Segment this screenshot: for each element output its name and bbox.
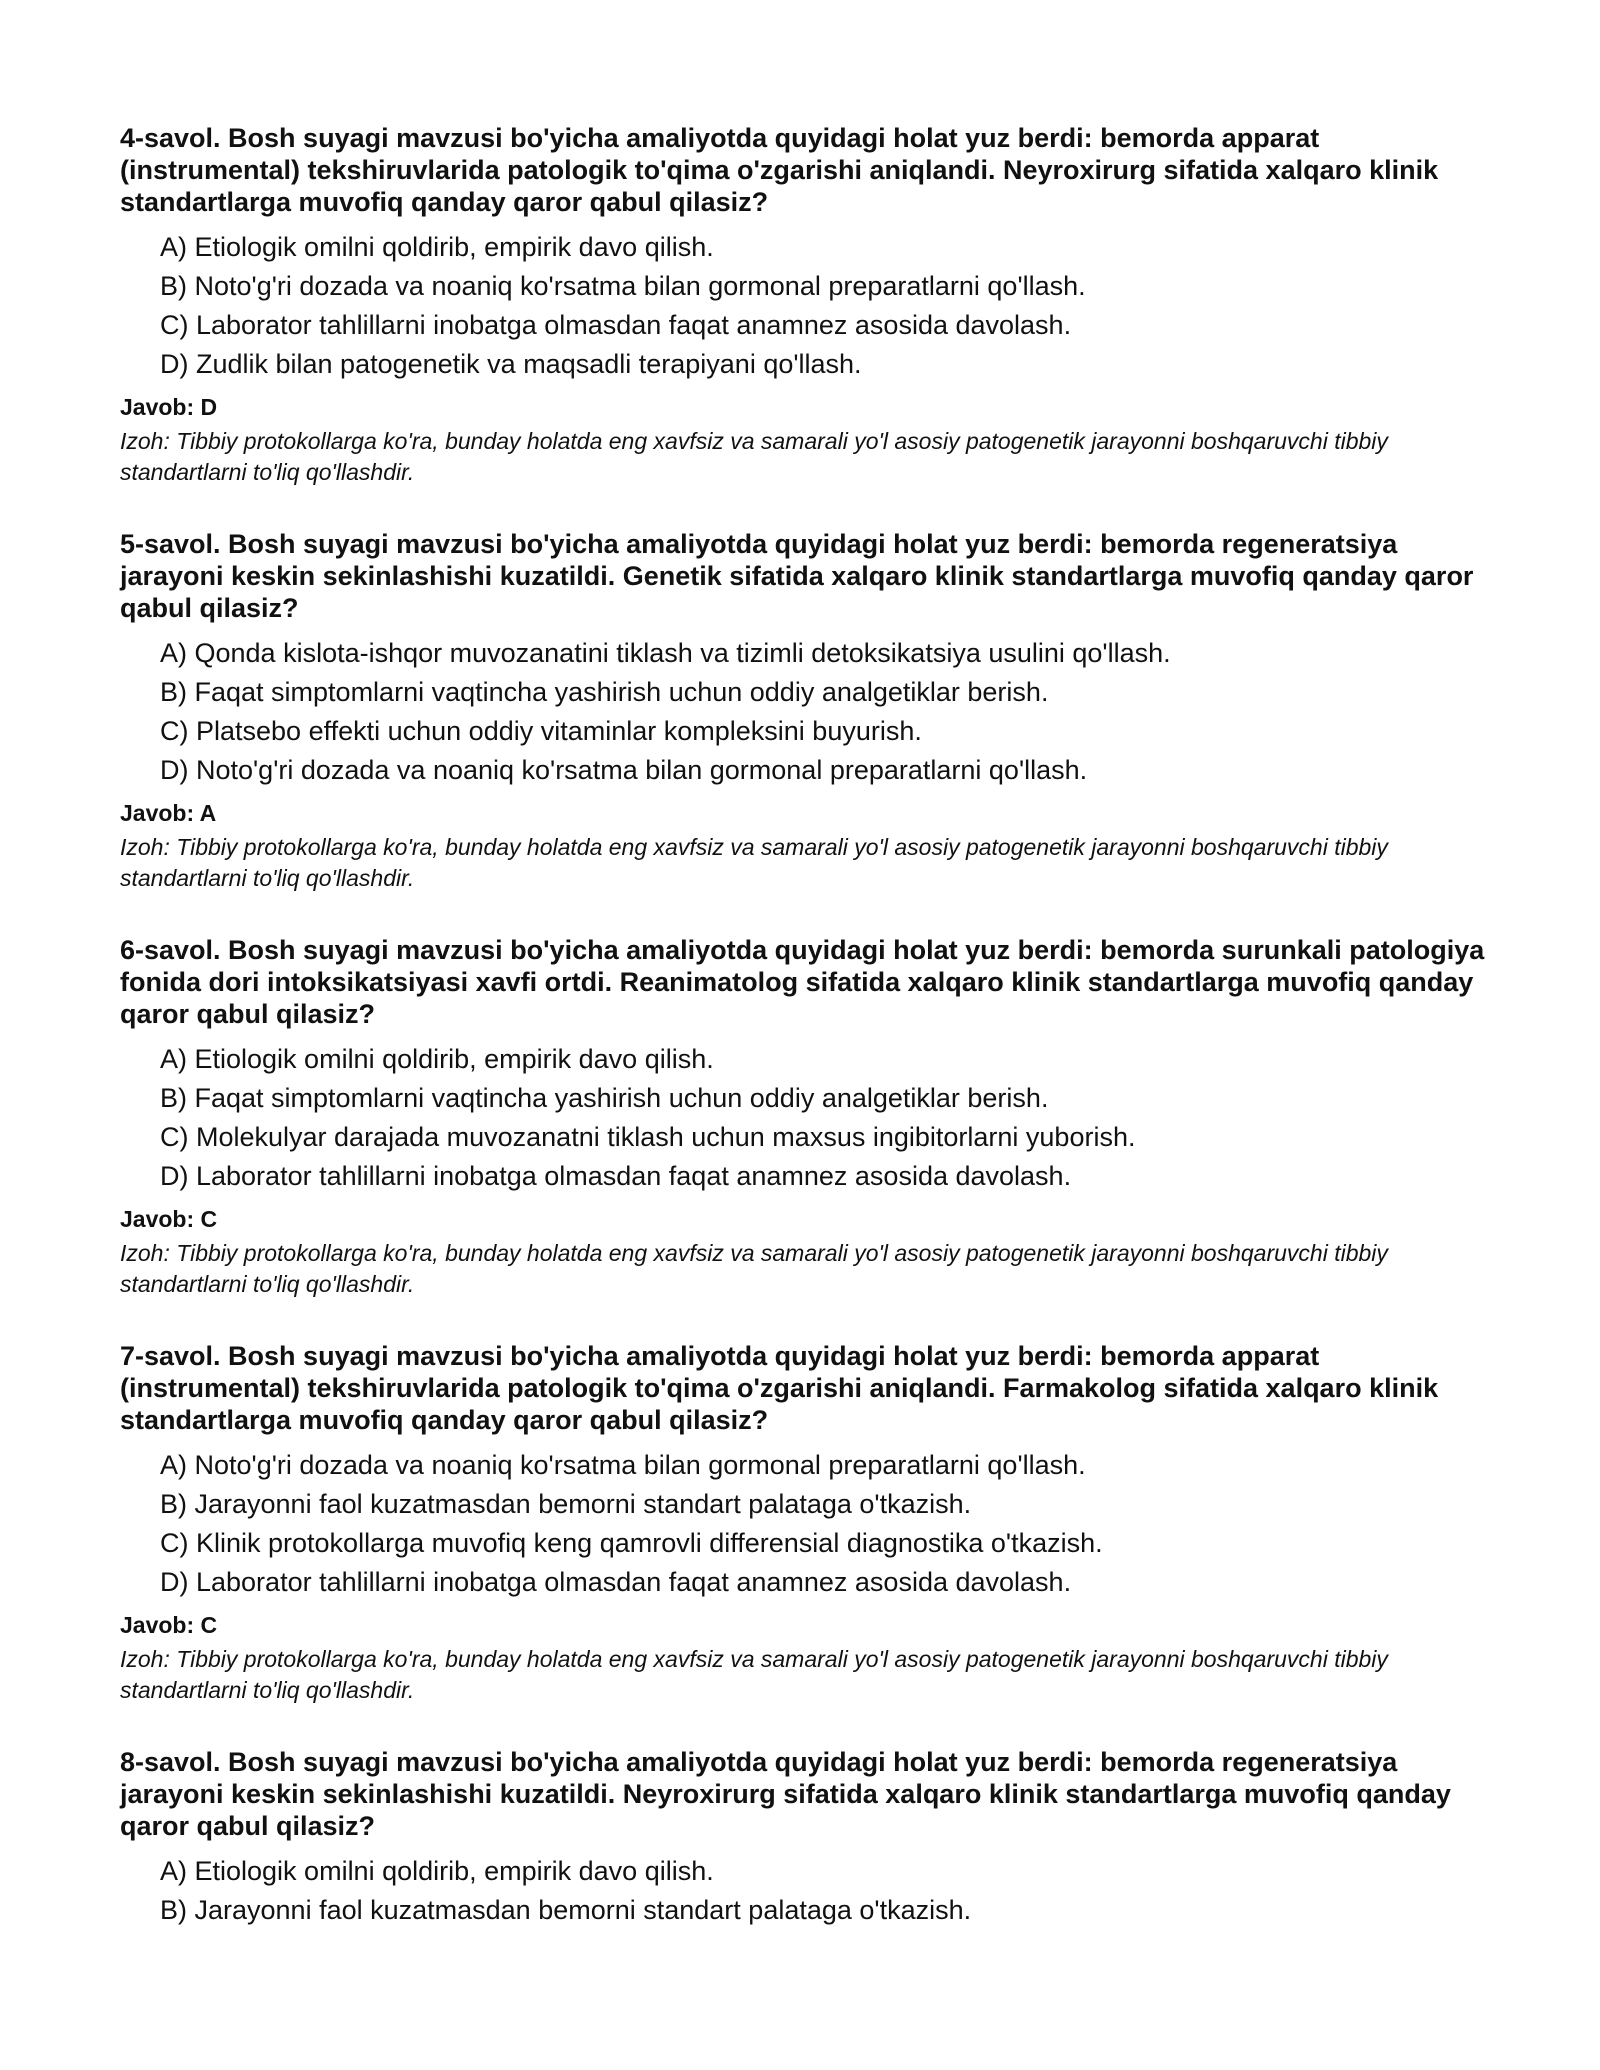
option-a: A) Noto'g'ri dozada va noaniq ko'rsatma bilan gormonal preparatlarni qo'llash. [160,1450,1086,1480]
document-page [120,122,1500,1970]
explanation-note: Izoh: Tibbiy protokollarga ko'ra, bunday holatda eng xavfsiz va samarali yo'l asosiy patogenetik jarayonni boshqaruvchi tibbiy standartlarni to'liq qo'llashdir. [120,1240,1388,1297]
answer-label: Javob: D [120,394,218,420]
options-list [120,1852,1500,1930]
option-a: A) Etiologik omilni qoldirib, empirik davo qilish. [160,232,714,262]
option-c: C) Laborator tahlillarni inobatga olmasdan faqat anamnez asosida davolash. [160,310,1072,340]
option-d: D) Laborator tahlillarni inobatga olmasdan faqat anamnez asosida davolash. [160,1161,1072,1191]
answer-label: Javob: C [120,1206,218,1232]
option-a: A) Etiologik omilni qoldirib, empirik davo qilish. [160,1856,714,1886]
explanation-note: Izoh: Tibbiy protokollarga ko'ra, bunday holatda eng xavfsiz va samarali yo'l asosiy patogenetik jarayonni boshqaruvchi tibbiy standartlarni to'liq qo'llashdir. [120,428,1388,485]
explanation-note: Izoh: Tibbiy protokollarga ko'ra, bunday holatda eng xavfsiz va samarali yo'l asosiy patogenetik jarayonni boshqaruvchi tibbiy standartlarni to'liq qo'llashdir. [120,834,1388,891]
question-block-8 [120,1746,1500,1930]
options-list [120,1446,1500,1602]
option-d: D) Laborator tahlillarni inobatga olmasdan faqat anamnez asosida davolash. [160,1567,1072,1597]
option-d: D) Noto'g'ri dozada va noaniq ko'rsatma bilan gormonal preparatlarni qo'llash. [160,755,1088,785]
question-title: 7-savol. Bosh suyagi mavzusi bo'yicha amaliyotda quyidagi holat yuz berdi: bemorda apparat (instrumental) tekshiruvlarida patologik to'qima o'zgarishi aniqlandi. Farmakolog sifatida xalqaro klinik standartlarga muvofiq qanday qaror qabul qilasiz? [120,1341,1439,1435]
answer-label: Javob: A [120,800,217,826]
options-list [120,1040,1500,1196]
question-block-7 [120,1340,1500,1706]
options-list [120,228,1500,384]
option-a: A) Etiologik omilni qoldirib, empirik davo qilish. [160,1044,714,1074]
options-list [120,634,1500,790]
explanation-note: Izoh: Tibbiy protokollarga ko'ra, bunday holatda eng xavfsiz va samarali yo'l asosiy patogenetik jarayonni boshqaruvchi tibbiy standartlarni to'liq qo'llashdir. [120,1646,1388,1703]
answer-label: Javob: C [120,1612,218,1638]
question-block-5 [120,528,1500,894]
option-a: A) Qonda kislota-ishqor muvozanatini tiklash va tizimli detoksikatsiya usulini qo'llash. [160,638,1171,668]
question-title: 4-savol. Bosh suyagi mavzusi bo'yicha amaliyotda quyidagi holat yuz berdi: bemorda apparat (instrumental) tekshiruvlarida patologik to'qima o'zgarishi aniqlandi. Neyroxirurg sifatida xalqaro klinik standartlarga muvofiq qanday qaror qabul qilasiz? [120,123,1439,217]
option-c: C) Klinik protokollarga muvofiq keng qamrovli differensial diagnostika o'tkazish. [160,1528,1103,1558]
option-c: C) Platsebo effekti uchun oddiy vitaminlar kompleksini buyurish. [160,716,922,746]
question-block-4 [120,122,1500,488]
option-b: B) Faqat simptomlarni vaqtincha yashirish uchun oddiy analgetiklar berish. [160,677,1049,707]
question-title: 8-savol. Bosh suyagi mavzusi bo'yicha amaliyotda quyidagi holat yuz berdi: bemorda regeneratsiya jarayoni keskin sekinlashishi kuzatildi. Neyroxirurg sifatida xalqaro klinik standartlarga muvofiq qanday qaror qabul qilasiz? [120,1747,1451,1841]
option-b: B) Jarayonni faol kuzatmasdan bemorni standart palataga o'tkazish. [160,1489,972,1519]
option-c: C) Molekulyar darajada muvozanatni tiklash uchun maxsus ingibitorlarni yuborish. [160,1122,1136,1152]
option-d: D) Zudlik bilan patogenetik va maqsadli terapiyani qo'llash. [160,349,862,379]
option-b: B) Noto'g'ri dozada va noaniq ko'rsatma bilan gormonal preparatlarni qo'llash. [160,271,1086,301]
option-b: B) Jarayonni faol kuzatmasdan bemorni standart palataga o'tkazish. [160,1895,972,1925]
question-block-6 [120,934,1500,1300]
option-b: B) Faqat simptomlarni vaqtincha yashirish uchun oddiy analgetiklar berish. [160,1083,1049,1113]
question-title: 5-savol. Bosh suyagi mavzusi bo'yicha amaliyotda quyidagi holat yuz berdi: bemorda regeneratsiya jarayoni keskin sekinlashishi kuzatildi. Genetik sifatida xalqaro klinik standartlarga muvofiq qanday qaror qabul qilasiz? [120,529,1474,623]
question-title: 6-savol. Bosh suyagi mavzusi bo'yicha amaliyotda quyidagi holat yuz berdi: bemorda surunkali patologiya fonida dori intoksikatsiyasi xavfi ortdi. Reanimatolog sifatida xalqaro klinik standartlarga muvofiq qanday qaror qabul qilasiz? [120,935,1485,1029]
